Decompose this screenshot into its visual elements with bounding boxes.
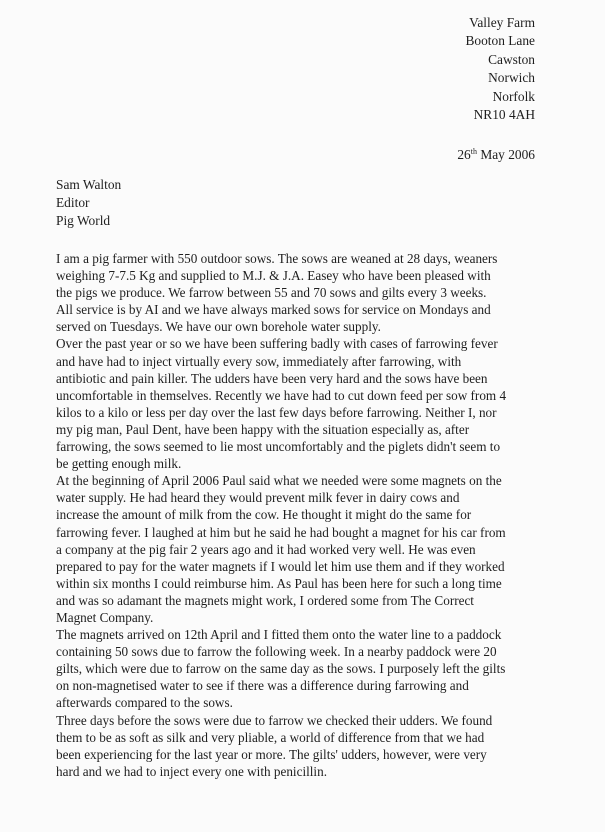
body-paragraph	[56, 335, 564, 472]
paragraph-line: increase the amount of milk from the cow. He thought it might do the same for	[56, 507, 472, 523]
recipient-block	[56, 176, 121, 231]
paragraph-line: on non-magnetised water to see if there was a difference during farrowing and	[56, 678, 469, 694]
paragraph-line: gilts, which were due to farrow on the same day as the sows. I purposely left the gilts	[56, 661, 506, 677]
address-line: Norwich	[488, 70, 535, 86]
paragraph-line: Magnet Company.	[56, 609, 154, 625]
body-paragraph	[56, 250, 564, 335]
paragraph-line: Over the past year or so we have been suffering badly with cases of farrowing fever	[56, 336, 498, 352]
paragraph-line: prepared to pay for the water magnets if I would let him use them and if they worked	[56, 558, 505, 574]
paragraph-line: Three days before the sows were due to farrow we checked their udders. We found	[56, 712, 493, 728]
address-line: Norfolk	[492, 88, 535, 104]
paragraph-line: farrowing fever. I laughed at him but he said he had bought a magnet for his car from	[56, 524, 506, 540]
paragraph-line: All service is by AI and we have always marked sows for service on Mondays and	[56, 302, 491, 318]
recipient-publication: Pig World	[56, 213, 111, 229]
address-line: Valley Farm	[469, 15, 535, 30]
letter-body	[56, 250, 564, 780]
paragraph-line: uncomfortable in themselves. Recently we have had to cut down feed per sow from 4	[56, 387, 507, 403]
date-suffix: th	[470, 147, 477, 156]
letter-date	[457, 146, 535, 164]
date-day: 26	[457, 147, 471, 162]
body-paragraph	[56, 712, 564, 780]
paragraph-line: farrowing, the sows seemed to lie most uncomfortably and the piglets didn't seem to	[56, 439, 501, 455]
body-paragraph	[56, 626, 564, 711]
paragraph-line: weighing 7-7.5 Kg and supplied to M.J. & J.A. Easey who have been pleased with	[56, 268, 491, 284]
paragraph-line: At the beginning of April 2006 Paul said what we needed were some magnets on the	[56, 473, 502, 489]
date-rest: May 2006	[476, 147, 535, 162]
paragraph-line: kilos to a kilo or less per day over the last few days before farrowing. Neither I, nor	[56, 404, 497, 420]
recipient-name: Sam Walton	[56, 177, 122, 192]
address-line: Booton Lane	[465, 33, 535, 49]
paragraph-line: antibiotic and pain killer. The udders have been very hard and the sows have been	[56, 370, 488, 386]
paragraph-line: water supply. He had heard they would prevent milk fever in dairy cows and	[56, 490, 460, 506]
paragraph-line: and was so adamant the magnets might work, I ordered some from The Correct	[56, 592, 474, 608]
paragraph-line: be getting enough milk.	[56, 456, 182, 472]
paragraph-line: been experiencing for the last year or more. The gilts' udders, however, were very	[56, 746, 487, 762]
paragraph-line: my pig man, Paul Dent, have been happy with the situation especially as, after	[56, 421, 470, 437]
paragraph-line: hard and we had to inject every one with penicillin.	[56, 763, 327, 779]
paragraph-line: the pigs we produce. We farrow between 55 and 70 sows and gilts every 3 weeks.	[56, 285, 487, 301]
recipient-title: Editor	[56, 195, 90, 211]
paragraph-line: within six months I could reimburse him. As Paul has been here for such a long time	[56, 575, 502, 591]
address-line: NR10 4AH	[473, 107, 535, 123]
paragraph-line: afterwards compared to the sows.	[56, 695, 233, 711]
paragraph-line: The magnets arrived on 12th April and I fitted them onto the water line to a paddock	[56, 627, 502, 643]
paragraph-line: a company at the pig fair 2 years ago and it had worked very well. He was even	[56, 541, 476, 557]
paragraph-line: served on Tuesdays. We have our own borehole water supply.	[56, 319, 381, 335]
paragraph-line: and have had to inject virtually every sow, immediately after farrowing, with	[56, 353, 462, 369]
paragraph-line: containing 50 sows due to farrow the following week. In a nearby paddock were 20	[56, 644, 497, 660]
paragraph-line: I am a pig farmer with 550 outdoor sows. The sows are weaned at 28 days, weaners	[56, 251, 498, 266]
body-paragraph	[56, 472, 564, 626]
address-line: Cawston	[488, 51, 535, 67]
paragraph-line: them to be as soft as silk and very pliable, a world of difference from that we had	[56, 729, 485, 745]
sender-address	[465, 14, 535, 124]
